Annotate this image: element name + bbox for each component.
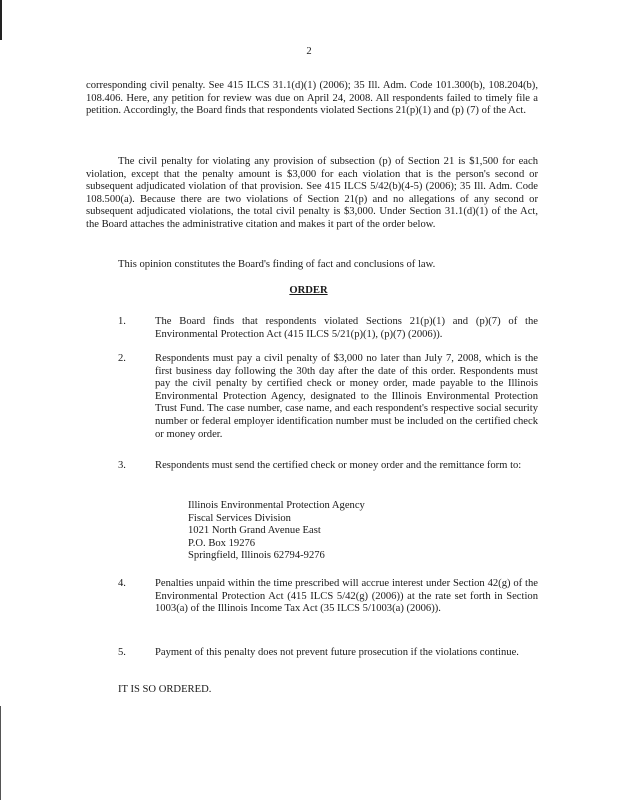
paragraph-opinion-statement: This opinion constitutes the Board's finding of fact and conclusions of law.	[118, 259, 436, 270]
order-item-text-1: The Board finds that respondents violated Sections 21(p)(1) and (p)(7) of the Environmental Protection Act (415 ILCS 5/21(p)(1), (p)(7) (2006)).	[155, 316, 538, 340]
address-line-city: Springfield, Illinois 62794-9276	[188, 550, 325, 562]
order-item-text-5: Payment of this penalty does not prevent future prosecution if the violations continue.	[155, 647, 519, 658]
scan-edge-mark-bottom	[0, 706, 1, 800]
remittance-address	[188, 500, 488, 563]
order-item-number-1: 1.	[118, 316, 126, 327]
scan-edge-mark-top	[0, 0, 2, 40]
address-line-division: Fiscal Services Division	[188, 512, 291, 524]
address-line-street: 1021 North Grand Avenue East	[188, 525, 321, 537]
order-item-number-3: 3.	[118, 460, 126, 471]
order-item-number-5: 5.	[118, 647, 126, 658]
paragraph-civil-penalty: The civil penalty for violating any provision of subsection (p) of Section 21 is $1,500 for each violation, except that the penalty amount is $3,000 for each violation that is the person's second or subsequent adjudicated violation of that provision. See 415 ILCS 5/42(b)(4-5) (2006); 35 Ill. Adm. Code 108.500(a). Because there are two violations of Section 21(p) and no allegations of any second or subsequent adjudicated violations, the total civil penalty is $3,000. Under Section 31.1(d)(1) of the Act, the Board attaches the administrative citation and makes it part of the order below.	[86, 156, 538, 230]
order-item-number-4: 4.	[118, 578, 126, 589]
address-line-agency: Illinois Environmental Protection Agency	[188, 500, 365, 511]
address-line-po-box: P.O. Box 19276	[188, 537, 256, 549]
order-item-text-3: Respondents must send the certified check or money order and the remittance form to:	[155, 460, 522, 471]
order-heading: ORDER	[289, 285, 328, 296]
paragraph-penalty-findings: corresponding civil penalty. See 415 ILCS 31.1(d)(1) (2006); 35 Ill. Adm. Code 101.300(b), 108.204(b), 108.406. Here, any petition for review was due on April 24, 2008. All respondents failed to timely file a petition. Accordingly, the Board finds that respondents violated Sections 21(p)(1) and (p) (7) of the Act.	[86, 80, 538, 117]
order-item-text-4: Penalties unpaid within the time prescribed will accrue interest under Section 42(g) of the Environmental Protection Act (415 ILCS 5/42(g) (2006)) at the rate set forth in Section 1003(a) of the Illinois Income Tax Act (35 ILCS 5/1003(a) (2006)).	[155, 578, 538, 615]
order-item-number-2: 2.	[118, 353, 126, 364]
order-item-text-2: Respondents must pay a civil penalty of $3,000 no later than July 7, 2008, which is the first business day following the 30th day after the date of this order. Respondents must pay the civil penalty by certified check or money order, made payable to the Illinois Environmental Protection Agency, designated to the Illinois Environmental Protection Trust Fund. The case number, case name, and each respondent's respective social security number or federal employer identification number must be included on the certified check or money order.	[155, 353, 538, 440]
page-number: 2	[306, 46, 312, 57]
closing-statement: IT IS SO ORDERED.	[118, 684, 212, 695]
